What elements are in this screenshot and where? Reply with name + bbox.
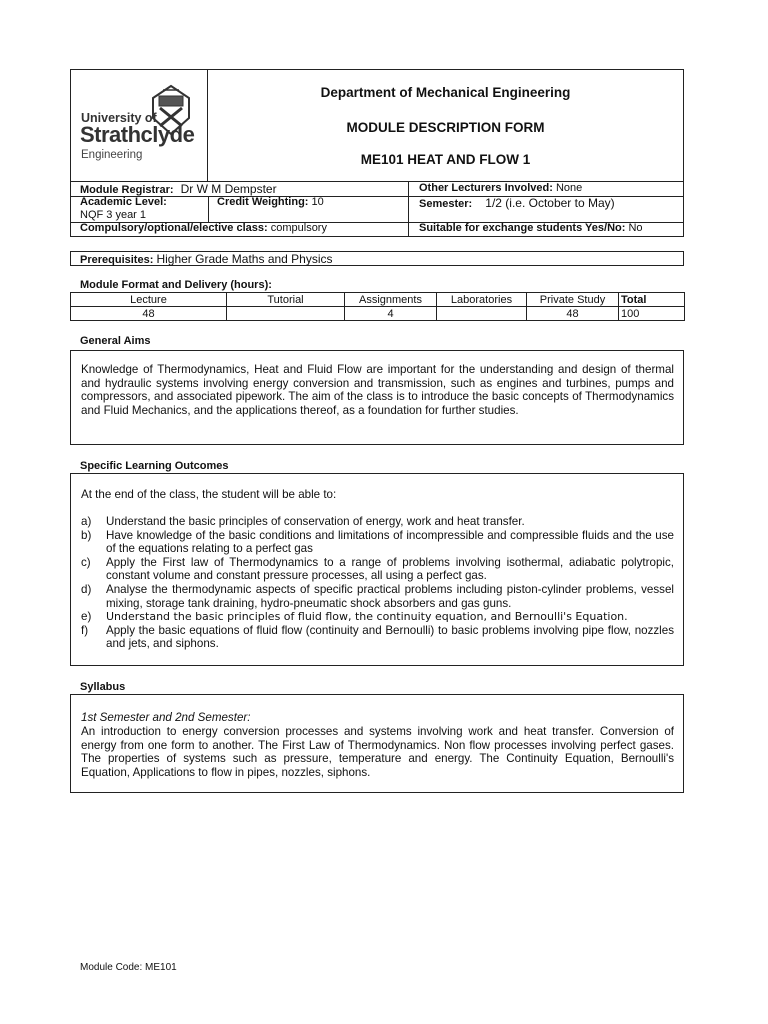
university-line3: Engineering	[81, 149, 143, 161]
general-aims-text: Knowledge of Thermodynamics, Heat and Fluid Flow are important for the understanding and design of thermal and hydraulic systems involving energy conversion and transmission, such as engines and turbines, pumps and compressors, and associated pipework. The aim of the class is to introduce the basic concepts of Thermodynamics and Fluid Mechanics, and the applications thereof, as a foundation for further studies.	[81, 363, 674, 417]
learning-outcomes-intro: At the end of the class, the student will be able to:	[81, 488, 337, 501]
module-info-table	[70, 182, 684, 237]
syllabus-subheading: 1st Semester and 2nd Semester:	[81, 711, 251, 724]
form-header	[70, 69, 684, 182]
university-line1: University of	[81, 111, 157, 125]
info-divider-credit	[208, 196, 209, 222]
outcome-text: Analyse the thermodynamic aspects of specific practical problems including piston-cylinder problems, vessel mixing, storage tank draining, hydro-pneumatic shock absorbers and gas guns.	[106, 582, 674, 610]
syllabus-text: An introduction to energy conversion processes and systems involving work and heat transfer. Conversion of energy from one form to another. The First Law of Thermodynamics. Non flow processes involving perfect gases. The properties of systems such as pressure, temperature and energy. The Continuity Equation, Bernoulli's Equation, Applications to flow in pipes, nozzles, siphons.	[81, 725, 674, 779]
outcome-text: Apply the basic equations of fluid flow (continuity and Bernoulli) to basic problems involving pipe flow, nozzles and jets, and siphons.	[106, 623, 674, 651]
val-lecture: 48	[71, 307, 227, 321]
exchange-value: No	[628, 222, 643, 234]
val-total: 100	[619, 307, 685, 321]
col-laboratories: Laboratories	[437, 293, 527, 307]
outcome-label: c)	[81, 555, 91, 569]
other-lecturers-label: Other Lecturers Involved:	[419, 182, 553, 194]
credit-label: Credit Weighting:	[217, 196, 309, 208]
semester-value: 1/2 (i.e. October to May)	[485, 196, 615, 210]
outcome-label: f)	[81, 623, 89, 637]
hours-table	[70, 292, 684, 322]
general-aims-heading: General Aims	[80, 335, 151, 347]
learning-outcomes-box	[70, 473, 684, 666]
syllabus-heading: Syllabus	[80, 681, 126, 693]
prerequisites-field	[80, 252, 333, 266]
format-heading: Module Format and Delivery (hours):	[80, 279, 272, 291]
outcome-label: a)	[81, 515, 92, 528]
form-title: MODULE DESCRIPTION FORM	[346, 120, 545, 135]
registrar-value: Dr W M Dempster	[180, 182, 277, 196]
module-code-footer: Module Code: ME101	[80, 962, 177, 973]
col-tutorial: Tutorial	[227, 293, 345, 307]
outcome-text: Understand the basic principles of fluid flow, the continuity equation, and Bernoulli's Equation.	[106, 610, 628, 624]
registrar-label: Module Registrar:	[80, 184, 174, 196]
academic-level-value: NQF 3 year 1	[80, 209, 147, 221]
registrar-field	[80, 182, 277, 196]
other-lecturers-field	[419, 182, 582, 194]
outcome-label: e)	[81, 610, 92, 624]
list-item	[81, 529, 674, 556]
list-item	[81, 583, 674, 610]
list-item	[81, 556, 674, 583]
list-item	[81, 610, 674, 624]
prerequisites-value: Higher Grade Maths and Physics	[156, 252, 333, 266]
department-title: Department of Mechanical Engineering	[320, 85, 571, 100]
other-lecturers-value: None	[555, 182, 583, 194]
module-title: ME101 HEAT AND FLOW 1	[360, 152, 531, 167]
prerequisites-label: Prerequisites:	[80, 254, 154, 266]
val-laboratories	[437, 307, 527, 321]
list-item	[81, 624, 674, 651]
academic-level-label: Academic Level:	[80, 196, 167, 208]
prerequisites-box	[70, 251, 684, 266]
val-tutorial	[227, 307, 345, 321]
hours-value-row	[71, 307, 685, 321]
outcome-text: Have knowledge of the basic conditions and limitations of incompressible and compressible fluids and the use of the equations relating to a perfect gas	[106, 528, 674, 556]
exchange-field	[419, 222, 643, 234]
semester-field	[419, 196, 615, 210]
semester-label: Semester:	[419, 198, 473, 210]
col-assignments: Assignments	[345, 293, 437, 307]
credit-field	[217, 196, 324, 208]
val-assignments: 4	[345, 307, 437, 321]
val-private-study: 48	[527, 307, 619, 321]
info-divider	[408, 182, 409, 236]
university-logo	[71, 70, 208, 181]
col-lecture: Lecture	[71, 293, 227, 307]
exchange-label: Suitable for exchange students Yes/No:	[419, 222, 626, 234]
outcome-label: d)	[81, 582, 92, 596]
col-total: Total	[619, 293, 685, 307]
header-titles	[208, 70, 683, 181]
outcome-label: b)	[81, 528, 92, 542]
learning-outcomes-list	[81, 515, 674, 651]
hours-header-row	[71, 293, 685, 307]
learning-outcomes-heading: Specific Learning Outcomes	[80, 460, 229, 472]
university-line2: Strathclyde	[80, 122, 195, 147]
syllabus-box	[70, 694, 684, 793]
general-aims-box	[70, 350, 684, 445]
credit-value: 10	[311, 196, 324, 208]
class-type-label: Compulsory/optional/elective class:	[80, 222, 268, 234]
outcome-text: Apply the First law of Thermodynamics to a range of problems involving isothermal, adiabatic polytropic, constant volume and constant pressure processes, all using a perfect gas.	[106, 555, 674, 583]
col-private-study: Private Study	[527, 293, 619, 307]
outcome-text: Understand the basic principles of conservation of energy, work and heat transfer.	[106, 515, 525, 528]
class-type-field	[80, 222, 327, 234]
class-type-value: compulsory	[270, 222, 327, 234]
list-item	[81, 515, 674, 529]
